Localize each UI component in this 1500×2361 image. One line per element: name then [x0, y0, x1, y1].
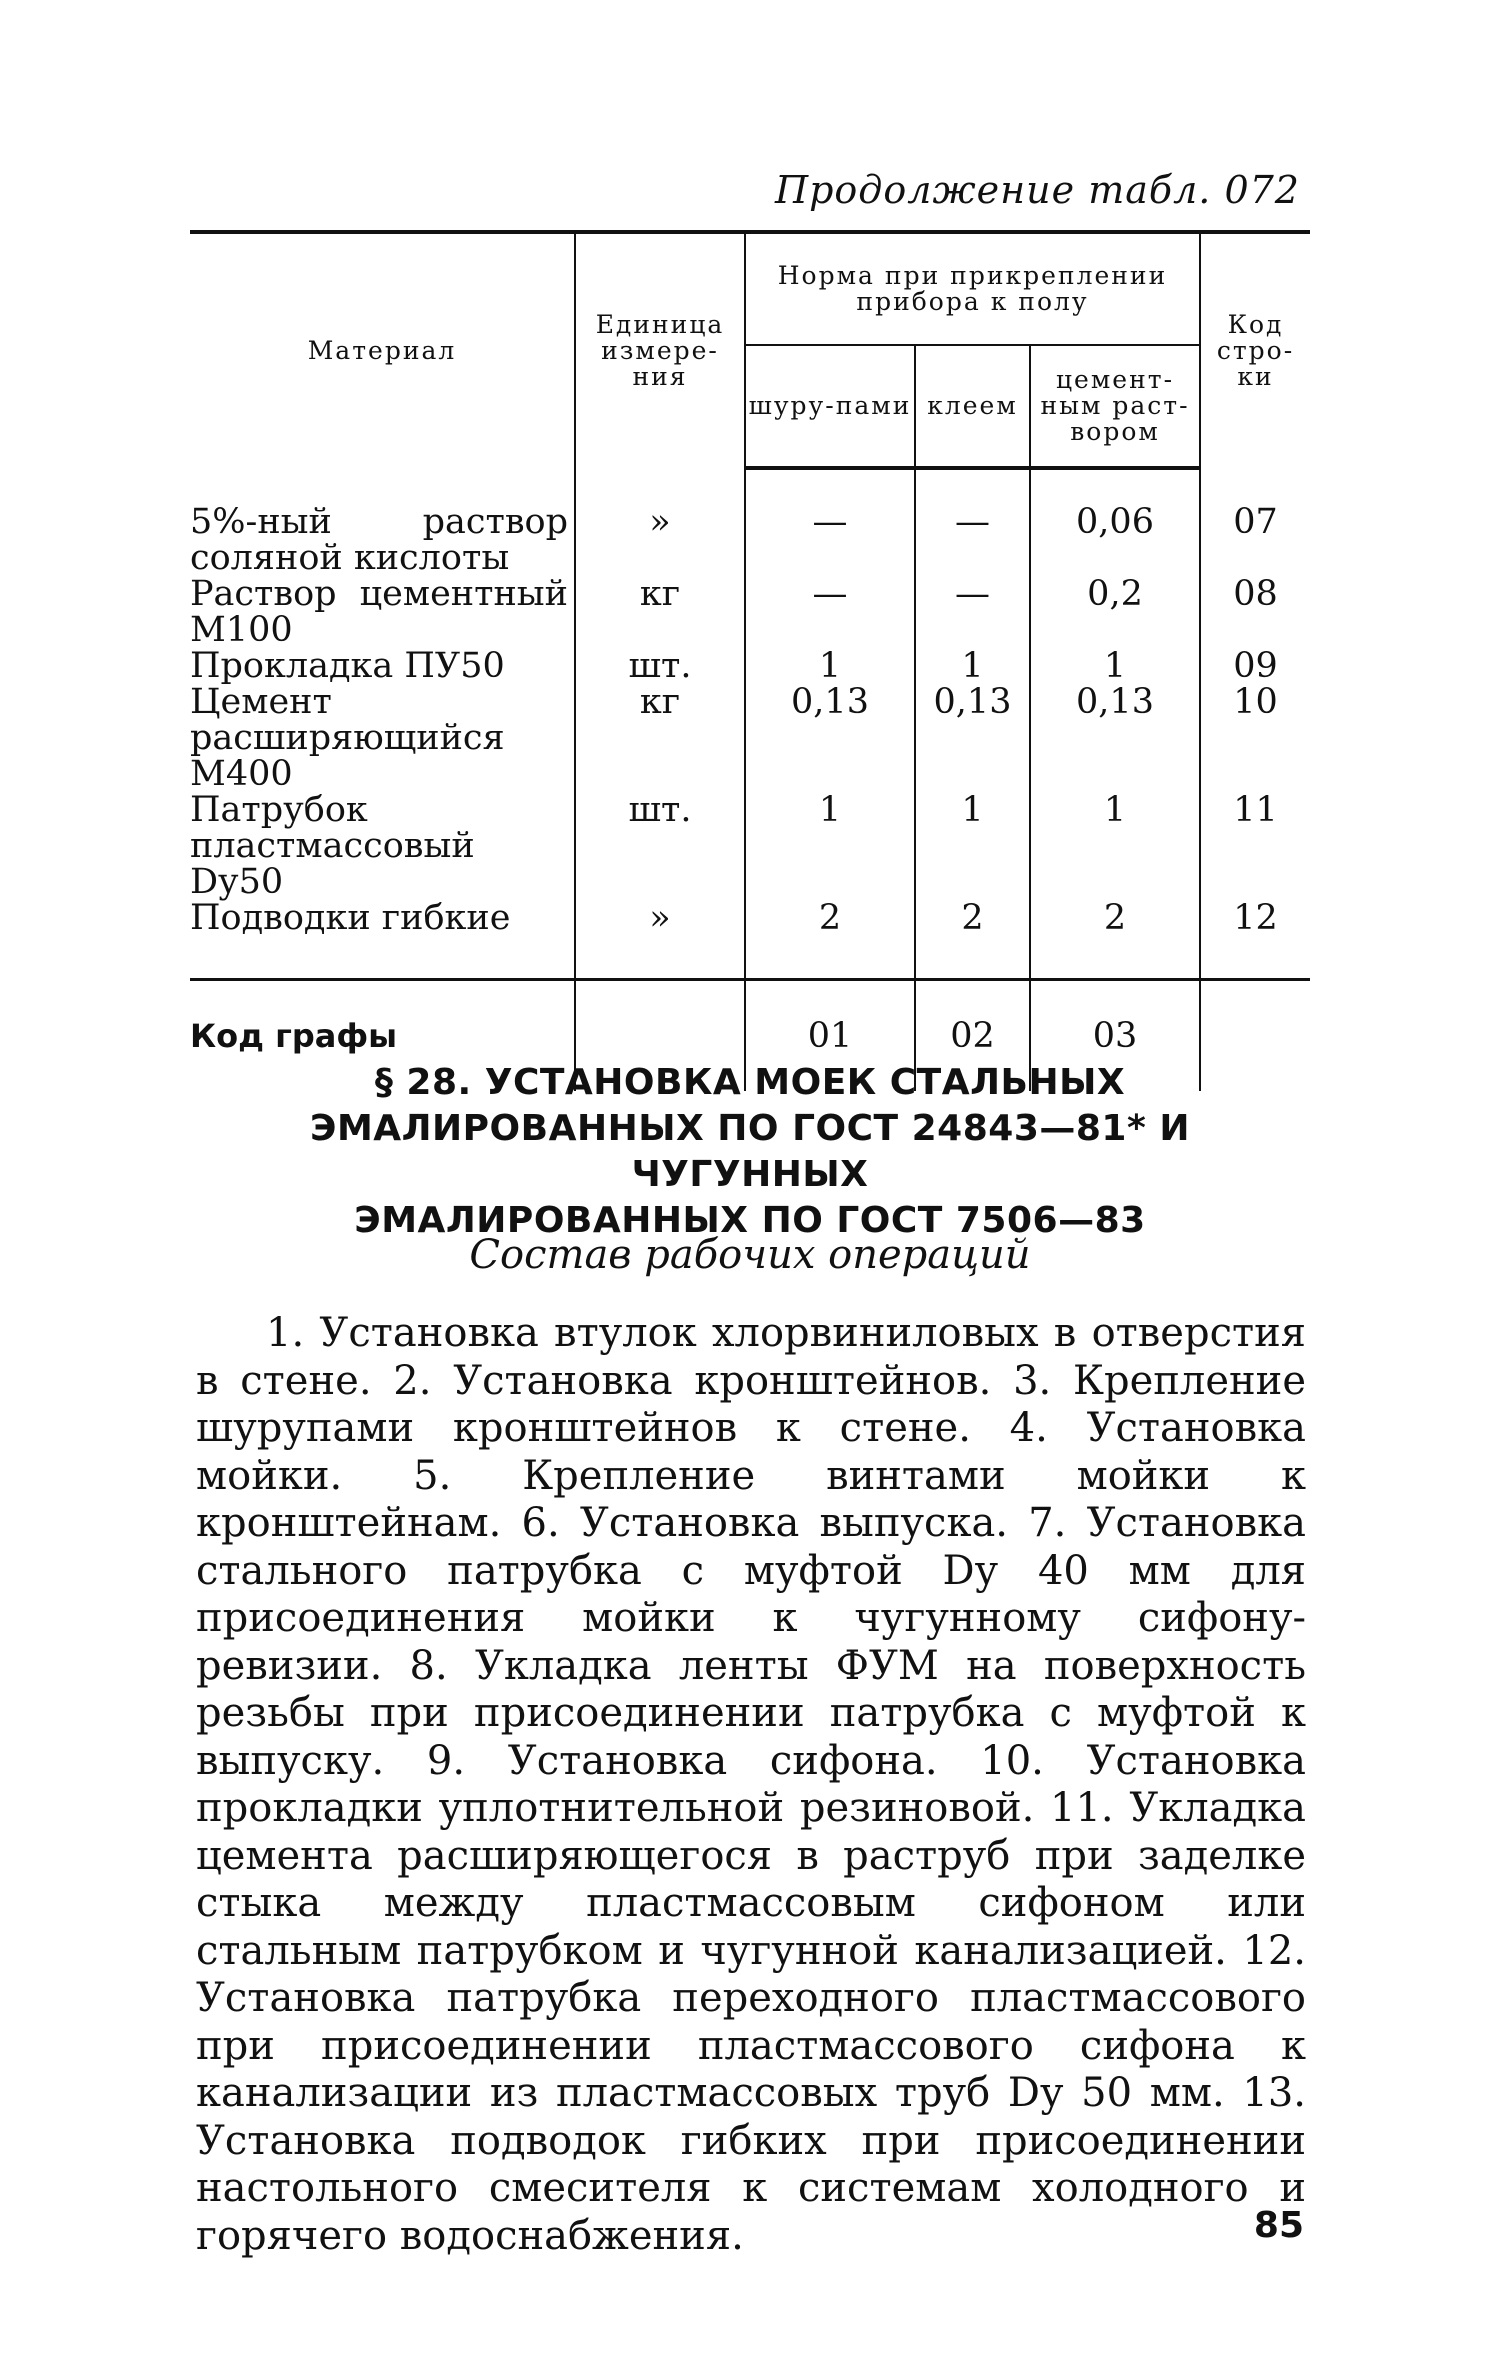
cell-material: Раствор цементный М100 [190, 576, 575, 648]
header-glue: клеем [915, 345, 1030, 468]
page-number: 85 [1253, 2205, 1304, 2246]
cell-glue: — [915, 576, 1030, 648]
cell-screws: 1 [745, 792, 915, 900]
footer-label: Код графы [190, 980, 575, 1092]
table-row [190, 576, 1310, 648]
cell-material: Патрубок пластмассовый Dу50 [190, 792, 575, 900]
cell-glue: 2 [915, 900, 1030, 936]
cell-screws: 1 [745, 648, 915, 684]
cell-row-code: 07 [1200, 504, 1310, 576]
table-row [190, 900, 1310, 936]
cell-mortar: 2 [1030, 900, 1200, 936]
cell-mortar: 0,13 [1030, 684, 1200, 792]
cell-mortar: 1 [1030, 648, 1200, 684]
table-row [190, 792, 1310, 900]
table-row [190, 648, 1310, 684]
operations-paragraph: 1. Установка втулок хлорвиниловых в отверстия в стене. 2. Установка кронштейнов. 3. Крепление шурупами кронштейнов к стене. 4. Установка мойки. 5. Крепление винтами мойки к кронштейнам. 6. Установка выпуска. 7. Установка стального патрубка с муфтой Dу 40 мм для присоединения мойки к чугунному сифону-ревизии. 8. Укладка ленты ФУМ на поверхность резьбы при присоединении патрубка с муфтой к выпуску. 9. Установка сифона. 10. Установка прокладки уплотнительной резиновой. 11. Укладка цемента расширяющегося в раструб при заделке стыка между пластмассовым сифоном или стальным патрубком и чугунной канализацией. 12. Установка патрубка переходного пластмассового при присоединении пластмассового сифона к канализации из пластмассовых труб Dу 50 мм. 13. Установка подводок гибких при присоединении настольного смесителя к системам холодного и горячего водоснабжения. [196, 1310, 1306, 2259]
cell-screws: 0,13 [745, 684, 915, 792]
footer-screws-code: 01 [745, 980, 915, 1092]
cell-screws: 2 [745, 900, 915, 936]
table-row [190, 504, 1310, 576]
header-screws: шуру-пами [745, 345, 915, 468]
header-norma-group: Норма при прикреплении прибора к полу [745, 232, 1200, 345]
cell-mortar: 0,06 [1030, 504, 1200, 576]
cell-glue: 1 [915, 648, 1030, 684]
cell-material: Подводки гибкие [190, 900, 575, 936]
header-unit: Единица измере-ния [575, 232, 745, 468]
section-heading-line3: ЭМАЛИРОВАННЫХ ПО ГОСТ 7506—83 [354, 1200, 1146, 1241]
table-continuation-label: Продолжение табл. 072 [774, 168, 1300, 212]
cell-unit: кг [575, 576, 745, 648]
cell-unit: кг [575, 684, 745, 792]
cell-screws: — [745, 504, 915, 576]
footer-mortar-code: 03 [1030, 980, 1200, 1092]
header-material: Материал [190, 232, 575, 468]
cell-glue: 1 [915, 792, 1030, 900]
cell-mortar: 0,2 [1030, 576, 1200, 648]
cell-screws: — [745, 576, 915, 648]
header-mortar: цемент-ным раст-вором [1030, 345, 1200, 468]
cell-material: 5%-ный раствор соляной кислоты [190, 504, 575, 576]
section-heading [190, 1060, 1310, 1244]
section-heading-line2: ЭМАЛИРОВАННЫХ ПО ГОСТ 24843—81* И ЧУГУННЫХ [310, 1108, 1190, 1195]
cell-unit: шт. [575, 792, 745, 900]
cell-unit: » [575, 504, 745, 576]
cell-unit: шт. [575, 648, 745, 684]
cell-glue: — [915, 504, 1030, 576]
cell-row-code: 08 [1200, 576, 1310, 648]
section-heading-line1: § 28. УСТАНОВКА МОЕК СТАЛЬНЫХ [374, 1062, 1126, 1103]
norms-table [190, 230, 1310, 1091]
footer-glue-code: 02 [915, 980, 1030, 1092]
cell-row-code: 10 [1200, 684, 1310, 792]
cell-glue: 0,13 [915, 684, 1030, 792]
header-row-code: Код стро-ки [1200, 232, 1310, 468]
table-row [190, 684, 1310, 792]
cell-material: Прокладка ПУ50 [190, 648, 575, 684]
cell-row-code: 09 [1200, 648, 1310, 684]
cell-mortar: 1 [1030, 792, 1200, 900]
cell-unit: » [575, 900, 745, 936]
section-subheading: Состав рабочих операций [469, 1232, 1031, 1278]
cell-material: Цемент расширяющийся М400 [190, 684, 575, 792]
cell-row-code: 12 [1200, 900, 1310, 936]
cell-row-code: 11 [1200, 792, 1310, 900]
